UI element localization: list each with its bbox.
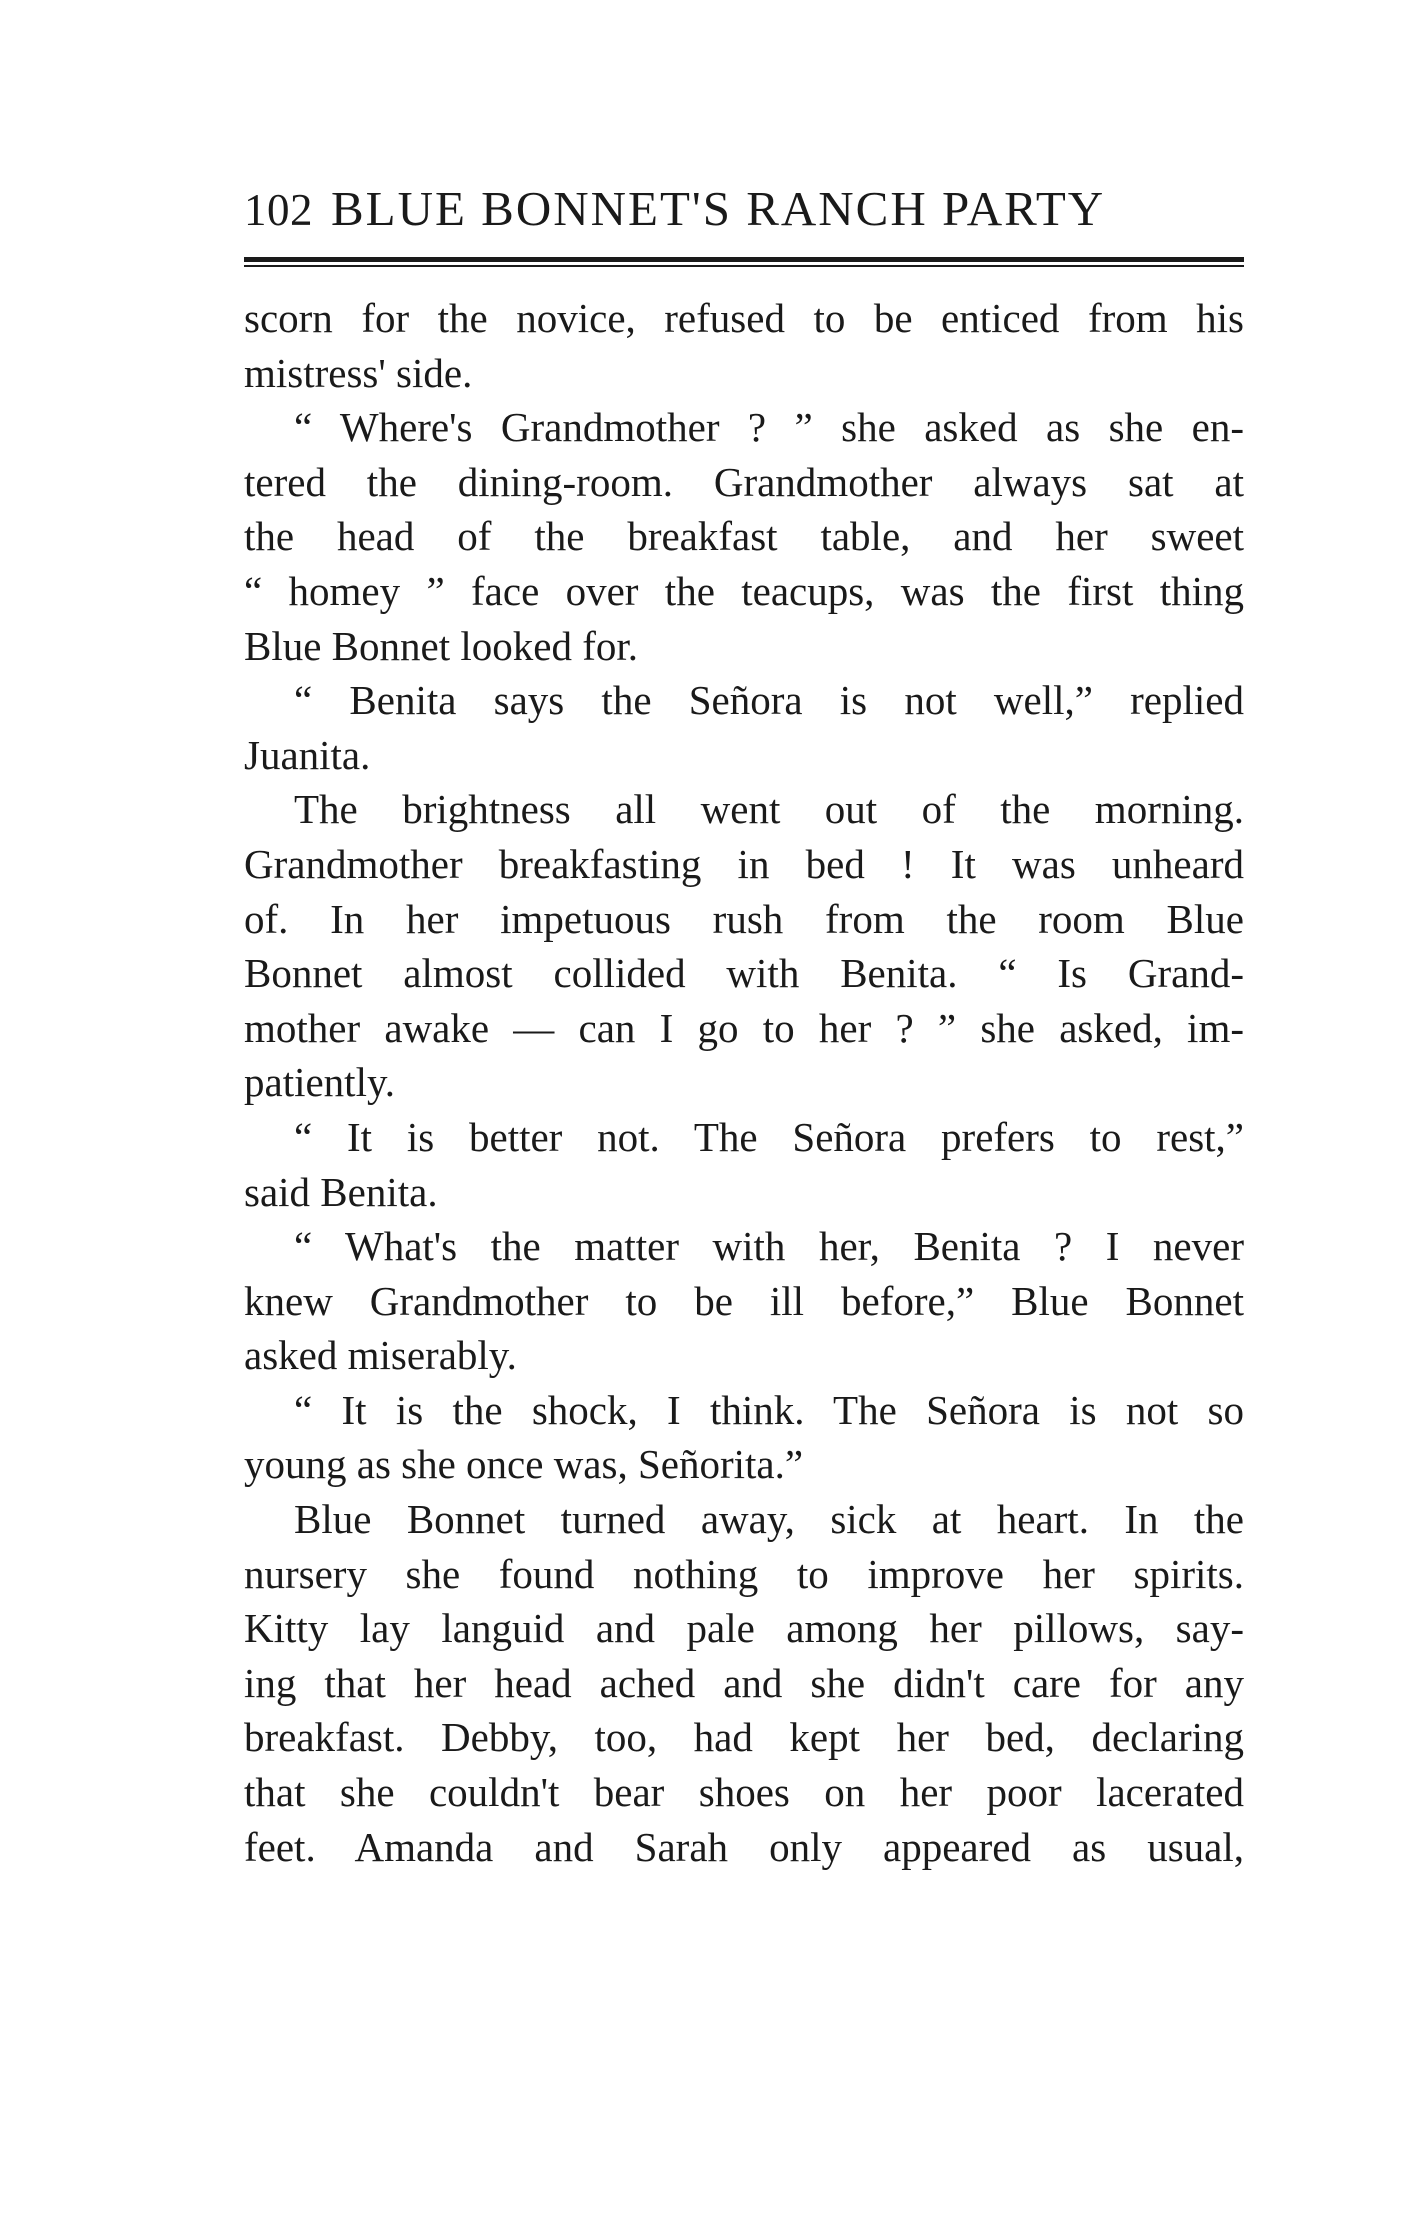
text-line: “ It is the shock, I think. The Señora is not so (294, 1386, 1244, 1433)
text-line: Bonnet almost collided with Benita. “ Is Grand- (244, 950, 1244, 997)
book-title: BLUE BONNET'S RANCH PARTY (331, 181, 1106, 236)
text-line: breakfast. Debby, too, had kept her bed, declaring (244, 1714, 1244, 1761)
text-line: Juanita. (244, 731, 371, 778)
text-line: of. In her impetuous rush from the room Blue (244, 895, 1244, 942)
text-line: young as she once was, Señorita.” (244, 1441, 804, 1488)
text-line: said Benita. (244, 1168, 438, 1215)
text-line: the head of the breakfast table, and her sweet (244, 513, 1244, 560)
text-line: patiently. (244, 1059, 396, 1106)
text-line: tered the dining-room. Grandmother always sat at (244, 458, 1244, 505)
header-rule-thin (244, 265, 1244, 267)
text-line: mistress' side. (244, 349, 473, 396)
text-line: “ It is better not. The Señora prefers to rest,” (294, 1113, 1244, 1160)
text-line: “ Benita says the Señora is not well,” replied (294, 677, 1244, 724)
text-line: scorn for the novice, refused to be enticed from his (244, 295, 1244, 341)
text-line: nursery she found nothing to improve her spirits. (244, 1550, 1244, 1597)
text-line: knew Grandmother to be ill before,” Blue Bonnet (244, 1277, 1244, 1324)
text-line: The brightness all went out of the morning. (294, 786, 1244, 833)
text-line: Blue Bonnet turned away, sick at heart. In the (294, 1496, 1244, 1543)
text-line: “ Where's Grandmother ? ” she asked as she en- (294, 404, 1244, 451)
text-line: that she couldn't bear shoes on her poor lacerated (244, 1769, 1244, 1816)
text-line: “ What's the matter with her, Benita ? I never (294, 1223, 1244, 1270)
text-line: Grandmother breakfasting in bed ! It was unheard (244, 840, 1244, 887)
header-rule-thick (244, 257, 1244, 262)
running-head (244, 180, 1244, 240)
text-line: feet. Amanda and Sarah only appeared as usual, (244, 1823, 1244, 1870)
text-line: mother awake — can I go to her ? ” she asked, im- (244, 1004, 1244, 1051)
text-line: Blue Bonnet looked for. (244, 622, 639, 669)
text-line: Kitty lay languid and pale among her pillows, say- (244, 1605, 1244, 1652)
text-line: “ homey ” face over the teacups, was the first thing (244, 567, 1244, 614)
text-line: asked miserably. (244, 1332, 517, 1379)
body-text (244, 291, 1244, 1874)
page-number: 102 (244, 185, 313, 235)
text-line: ing that her head ached and she didn't care for any (244, 1659, 1244, 1706)
